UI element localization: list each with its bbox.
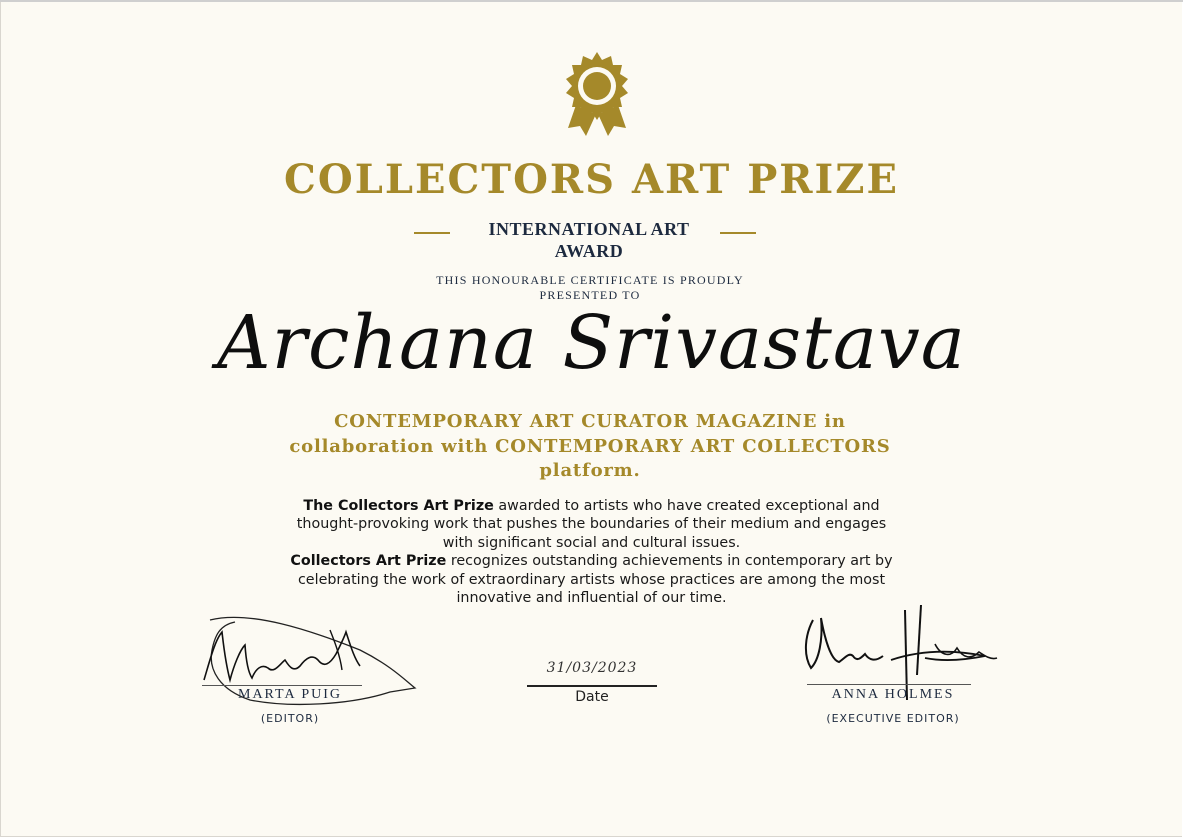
body-p1-bold: The Collectors Art Prize bbox=[303, 498, 494, 514]
signature-line-executive-editor bbox=[807, 684, 971, 685]
body-p2-bold: Collectors Art Prize bbox=[290, 553, 447, 570]
certificate-body bbox=[290, 497, 893, 607]
date-block bbox=[520, 655, 664, 715]
body-p1-text: awarded to artists who have created exceptional and thought-provoking work that pushes the boundaries of their medium and engages with significant social and cultural issues. bbox=[296, 498, 887, 551]
date-value: 31/03/2023 bbox=[546, 660, 638, 676]
signature-block-editor bbox=[190, 610, 420, 730]
signatory-name-executive-editor: ANNA HOLMES bbox=[831, 687, 955, 702]
recipient-name: Archana Srivastava bbox=[217, 300, 966, 386]
signatory-name-editor: MARTA PUIG bbox=[238, 687, 342, 702]
date-line bbox=[527, 685, 657, 687]
subtitle-rule-left bbox=[414, 232, 450, 234]
award-medal-icon bbox=[562, 50, 632, 140]
collaboration-text: CONTEMPORARY ART CURATOR MAGAZINE in collaboration with CONTEMPORARY ART COLLECTORS platform. bbox=[289, 411, 891, 481]
certificate-title: COLLECTORS ART PRIZE bbox=[284, 156, 899, 203]
certificate-subtitle: INTERNATIONAL ART AWARD bbox=[488, 219, 690, 261]
signature-block-executive-editor bbox=[795, 600, 1005, 730]
signature-line-editor bbox=[202, 685, 362, 686]
signatory-role-executive-editor: (EXECUTIVE EDITOR) bbox=[826, 712, 960, 725]
top-border bbox=[0, 0, 1183, 2]
presented-to-text: THIS HONOURABLE CERTIFICATE IS PROUDLY PRESENTED TO bbox=[436, 273, 744, 302]
subtitle-rule-right bbox=[720, 232, 756, 234]
body-p2-text: recognizes outstanding achievements in contemporary art by celebrating the work of extraordinary artists whose practices are among the most innovative and influential of our time. bbox=[297, 553, 893, 607]
date-label: Date bbox=[575, 689, 609, 705]
signatory-role-editor: (EDITOR) bbox=[260, 712, 320, 725]
